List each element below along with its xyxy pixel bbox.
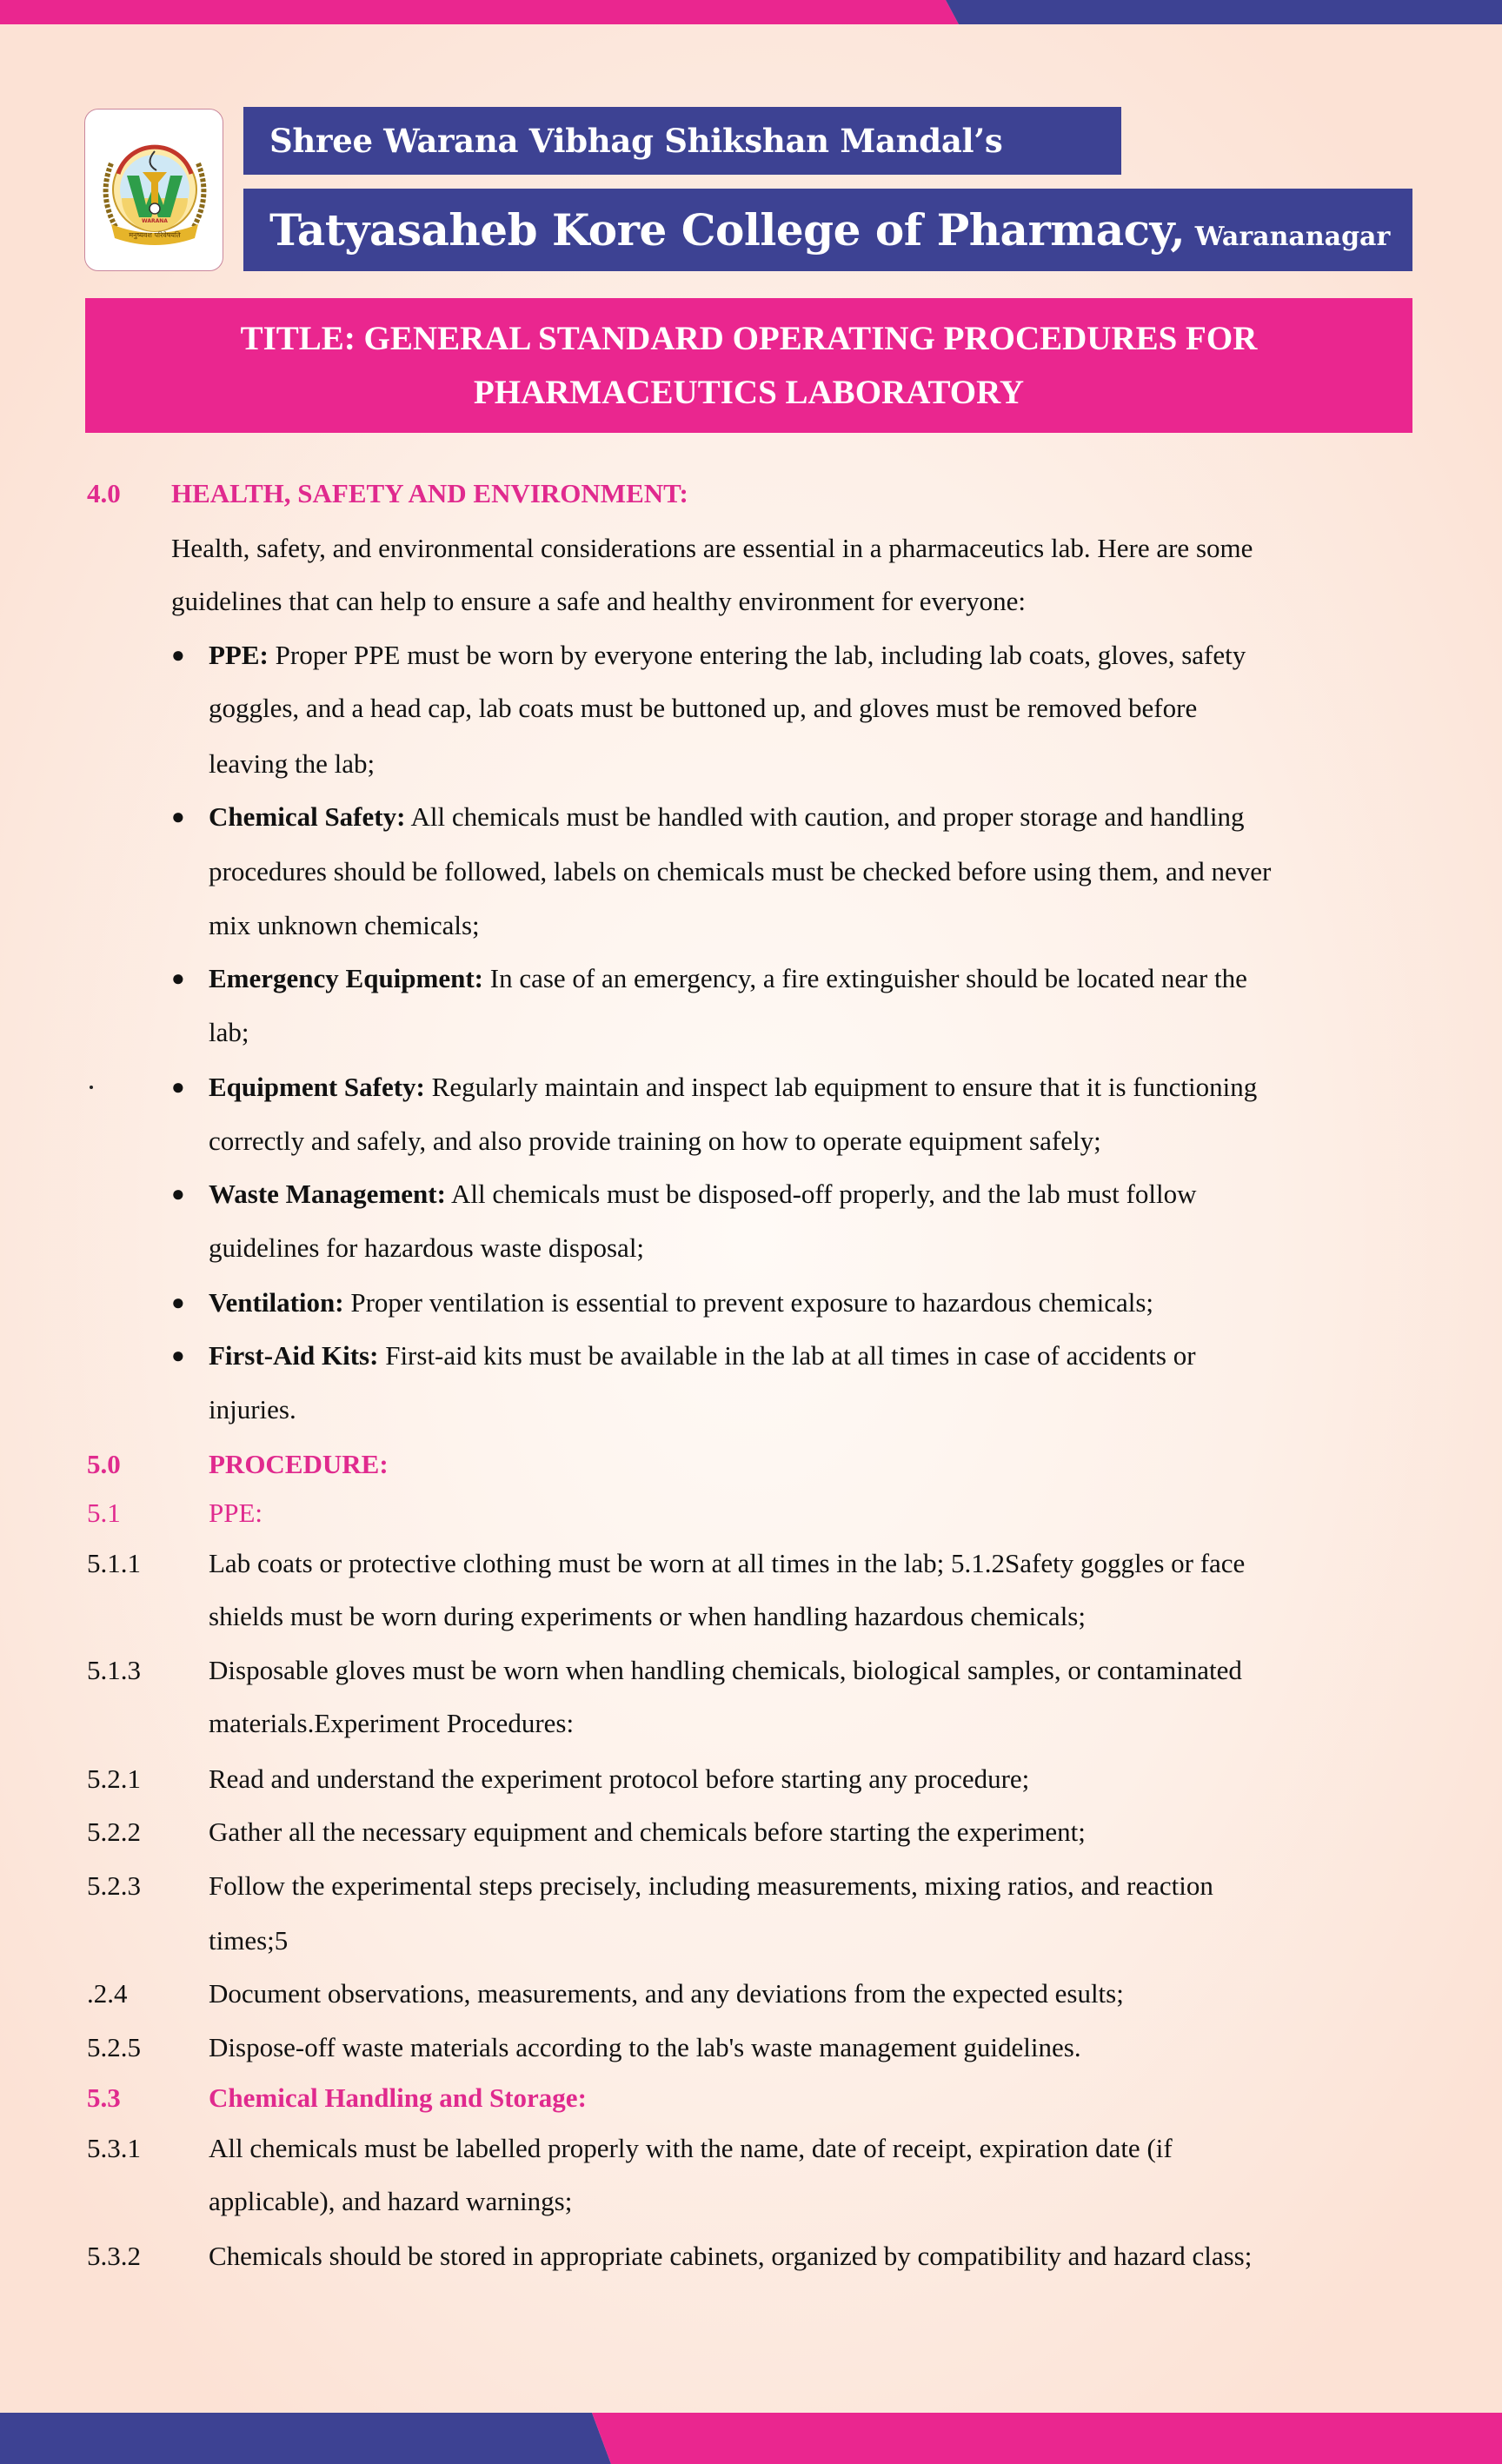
bullet-line: Proper ventilation is essential to prevent exposure to hazardous chemicals; (350, 1287, 1154, 1318)
bullet-text (209, 1338, 1196, 1373)
bullet-line: Regularly maintain and inspect lab equipment to ensure that it is functioning (431, 1072, 1258, 1102)
bullet-line: First-aid kits must be available in the lab at all times in case of accidents or (385, 1340, 1196, 1371)
section-number: 5.0 (87, 1449, 121, 1479)
bottom-decor-bar (0, 2413, 1502, 2464)
bullet-label: PPE: (209, 640, 269, 670)
bullet-label: Ventilation: (209, 1287, 344, 1318)
bullet-line: goggles, and a head cap, lab coats must be buttoned up, and gloves must be removed before (209, 693, 1198, 723)
section-heading: PROCEDURE: (209, 1449, 389, 1479)
bullet-line: All chemicals must be disposed-off properly, and the lab must follow (450, 1179, 1197, 1209)
bullet-line: injuries. (209, 1394, 296, 1425)
item-line: applicable), and hazard warnings; (209, 2186, 573, 2216)
subsection-heading: PPE: (209, 1498, 263, 1528)
item-number: 5.3.2 (87, 2241, 141, 2271)
bullet-label: Equipment Safety: (209, 1072, 425, 1102)
bullet-icon: ● (171, 804, 185, 829)
document-title-banner (85, 298, 1412, 433)
bullet-text (209, 1070, 1257, 1105)
bullet-icon: ● (171, 1074, 185, 1099)
logo-motto: मनुष्यवश परिवेषयति (129, 231, 181, 239)
title-line-1: TITLE: GENERAL STANDARD OPERATING PROCEDURES FOR (240, 320, 1258, 357)
org-name-banner (243, 107, 1121, 175)
college-place: Warananagar (1194, 222, 1391, 252)
item-number: .2.4 (87, 1978, 128, 2009)
bullet-line: All chemicals must be handled with caution, and proper storage and handling (410, 801, 1245, 832)
item-number: 5.1.1 (87, 1548, 141, 1578)
item-number: 5.2.5 (87, 2032, 141, 2062)
bullet-line: procedures should be followed, labels on chemicals must be checked before using them, and never (209, 856, 1272, 887)
item-number: 5.1.3 (87, 1655, 141, 1685)
item-number: 5.2.2 (87, 1816, 141, 1847)
title-line-2: PHARMACEUTICS LABORATORY (473, 374, 1025, 411)
item-line: Chemicals should be stored in appropriate cabinets, organized by compatibility and hazard class; (209, 2241, 1253, 2271)
bullet-text (209, 1177, 1196, 1212)
bottom-bar-shapes (0, 2413, 1502, 2464)
item-line: Dispose-off waste materials according to the lab's waste management guidelines. (209, 2032, 1081, 2062)
logo-bottom-text: WARANA (142, 218, 168, 224)
stray-mark (90, 1086, 93, 1089)
bullet-icon: ● (171, 1343, 185, 1368)
item-line: Gather all the necessary equipment and chemicals before starting the experiment; (209, 1816, 1086, 1847)
bullet-line: Proper PPE must be worn by everyone entering the lab, including lab coats, gloves, safety (275, 640, 1246, 670)
item-line: All chemicals must be labelled properly with the name, date of receipt, expiration date (if (209, 2133, 1173, 2163)
item-number: 5.2.3 (87, 1870, 141, 1901)
bullet-line: correctly and safely, and also provide training on how to operate equipment safely; (209, 1126, 1101, 1156)
item-line: Follow the experimental steps precisely, including measurements, mixing ratios, and reaction (209, 1870, 1213, 1901)
top-bar-shapes (0, 0, 1502, 24)
item-line: Document observations, measurements, and any deviations from the expected esults; (209, 1978, 1124, 2009)
org-name: Shree Warana Vibhag Shikshan Mandal’s (269, 122, 1003, 160)
bullet-text (209, 961, 1247, 996)
intro-line: guidelines that can help to ensure a safe and healthy environment for everyone: (171, 586, 1027, 616)
intro-line: Health, safety, and environmental considerations are essential in a pharmaceutics lab. Here are some (171, 533, 1253, 563)
bottom-bar-blue (0, 2413, 611, 2464)
bullet-line: mix unknown chemicals; (209, 910, 480, 940)
item-line: Read and understand the experiment protocol before starting any procedure; (209, 1763, 1030, 1794)
item-line: Disposable gloves must be worn when handling chemicals, biological samples, or contaminated (209, 1655, 1242, 1685)
college-logo (84, 109, 223, 271)
subsection-heading: Chemical Handling and Storage: (209, 2082, 587, 2113)
item-line: materials.Experiment Procedures: (209, 1708, 575, 1738)
top-decor-bar (0, 0, 1502, 24)
bullet-text (209, 638, 1246, 673)
bullet-line: In case of an emergency, a fire extinguisher should be located near the (489, 963, 1247, 993)
top-bar-blue (946, 0, 1502, 24)
top-bar-pink (0, 0, 959, 24)
bullet-line: lab; (209, 1017, 249, 1047)
bullet-line: leaving the lab; (209, 748, 376, 779)
item-number: 5.2.1 (87, 1763, 141, 1794)
college-name-banner (243, 189, 1412, 271)
subsection-number: 5.1 (87, 1498, 121, 1528)
bullet-label: Chemical Safety: (209, 801, 406, 832)
bullet-icon: ● (171, 642, 185, 667)
bullet-text (209, 1285, 1153, 1320)
item-line: Lab coats or protective clothing must be worn at all times in the lab; 5.1.2Safety goggles or face (209, 1548, 1246, 1578)
college-emblem-icon (92, 120, 217, 259)
item-line: times;5 (209, 1925, 289, 1956)
college-name: Tatyasaheb Kore College of Pharmacy, (269, 204, 1186, 256)
subsection-number: 5.3 (87, 2082, 121, 2113)
bullet-icon: ● (171, 1181, 185, 1206)
item-line: shields must be worn during experiments or when handling hazardous chemicals; (209, 1601, 1086, 1631)
bullet-label: First-Aid Kits: (209, 1340, 379, 1371)
bullet-line: guidelines for hazardous waste disposal; (209, 1232, 645, 1263)
bottom-bar-pink (592, 2413, 1502, 2464)
bullet-text (209, 800, 1245, 834)
item-number: 5.3.1 (87, 2133, 141, 2163)
section-number: 4.0 (87, 478, 121, 508)
section-heading: HEALTH, SAFETY AND ENVIRONMENT: (171, 478, 688, 508)
bullet-label: Waste Management: (209, 1179, 446, 1209)
bullet-label: Emergency Equipment: (209, 963, 484, 993)
bullet-icon: ● (171, 1290, 185, 1315)
bullet-icon: ● (171, 966, 185, 991)
